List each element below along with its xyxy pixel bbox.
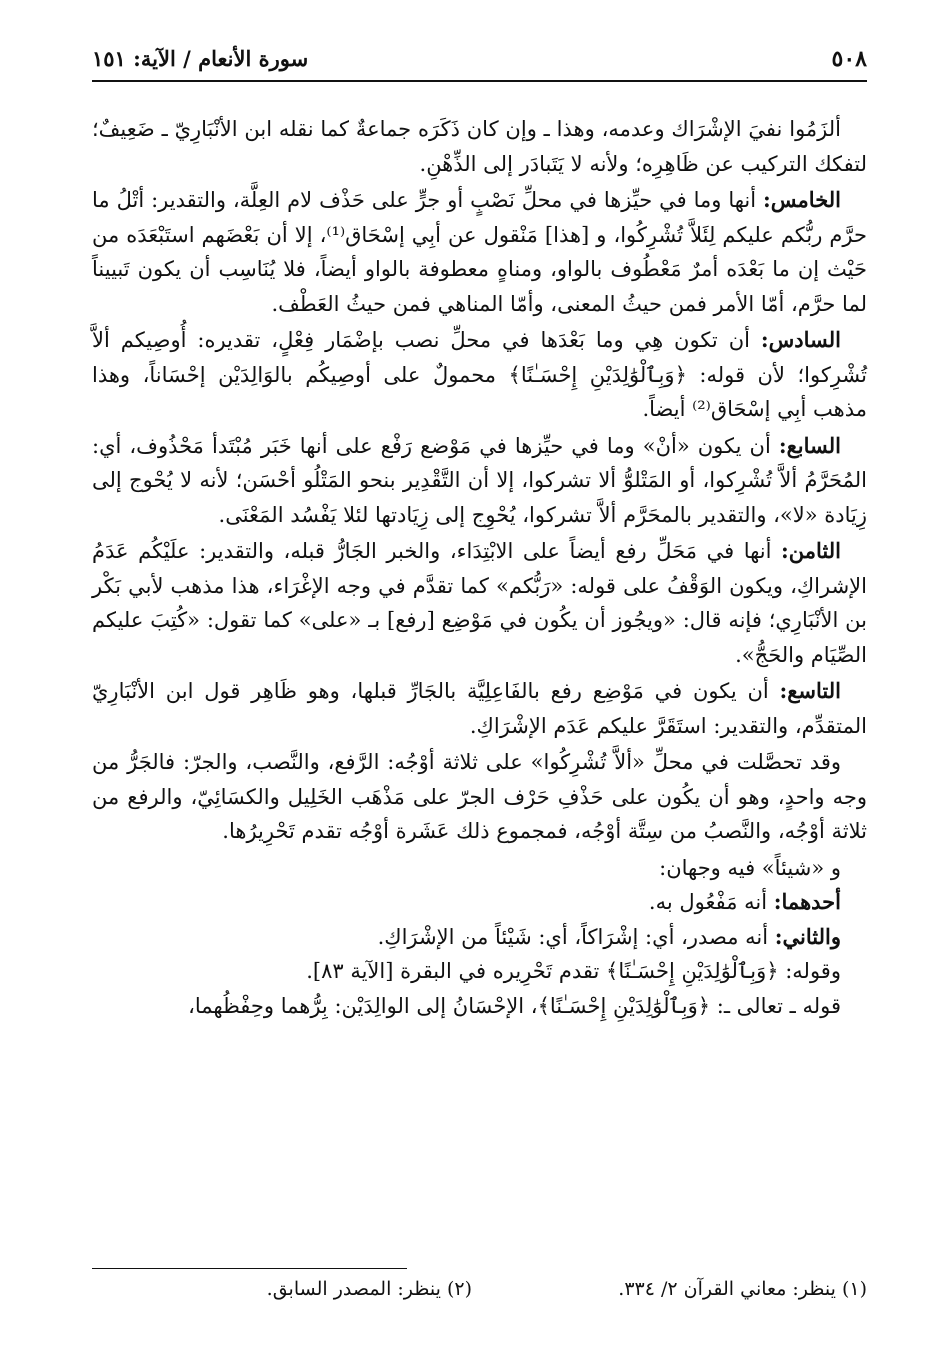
- footnote-1: (١) ينظر: معاني القرآن ٢/ ٣٣٤.: [618, 1278, 867, 1300]
- item-lead: أحدهما:: [773, 889, 841, 914]
- footnote-2: (٢) ينظر: المصدر السابق.: [266, 1278, 472, 1300]
- paragraph: ألزَمُوا نفيَ الإشْرَاك وعدمه، وهذا ـ وإن كان ذَكَرَه جماعةٌ كما نقله ابن الأنْبَارِيّ ـ ضَعِيفٌ؛ لتفكك التركيب عن ظَاهِرِه؛ ولأنه لا يَتَبادَر إلى الذِّهْنِ.: [92, 117, 867, 176]
- list-item: والثاني: أنه مصدر، أي: إشْرَاكاً، أي: شَيْئاً من الإشْرَاكِ.: [377, 923, 841, 949]
- paragraph: الثامن: أنها في مَحَلِّ رفع أيضاً على الابْتِدَاء، والخبر الجَارُّ قبله، والتقدير: علَيْكُم عَدَمُ الإشراكِ، ويكون الوَقْفُ على قوله: «رَبُّكم» كما تقدَّم في وجه الإغْرَاء، هذا مذهب لأبي بَكْر بن الأنْبَارِي؛ فإنه قال: «ويجُوز أن يكُون في مَوْضِع [رفع] بـ «على» كما تقول: «كُتِبَ عليكم الصِّيَام والحَجُّ».: [92, 538, 867, 667]
- paragraph: السابع: أن يكون «أنْ» وما في حيِّزها في مَوْضع رَفْع على أنها خَبَر مُبْتَدأ مَحْذُوف، أي: المُحَرَّمُ ألاَّ تُشْرِكوا، أو المَتْلوُّ ألا تشركوا، إلا أن التَّقْدِير بنحو المَتْلُو أحْسَن؛ لأنه لا يُحْوج إلى زِيَادة «لا»، والتقدير بالمحَرَّم ألاَّ تشركوا، يُحْوِج إلى زِيَادتها لئلا يَفْسُد المَعْنَى.: [92, 432, 867, 527]
- footnote-divider: [92, 1268, 407, 1269]
- paragraph: وقد تحصَّلت في محلِّ «ألاَّ تُشْرِكُوا» على ثلاثة أوْجُه: الرَّفع، والنَّصب، والجرّ: فالجَرُّ من وجه واحدٍ، وهو أن يكُون على حَذْفِ حَرْف الجرّ على مَذْهَب الخَلِيل والكسَائِيّ، والرفع من ثلاثة أوْجُه، والنَّصبُ من سِتَّة أوْجُه، فمجموع ذلك عَشَرة أوْجُه تقدم تَحْرِيرُها.: [92, 750, 867, 843]
- list-item: أحدهما: أنه مَفْعُول به.: [648, 889, 841, 914]
- paragraph: التاسع: أن يكون في مَوْضِع رفع بالفَاعِلِيَّة بالجَارِّ قبلها، وهو ظَاهِر قول ابن الأنْبَارِيّ المتقدِّم، والتقدير: استَقَرَّ عليكم عَدَم الإشْرَاكِ.: [92, 678, 867, 738]
- paragraph: السادس: أن تكون هِي وما بَعْدَها في محلِّ نصب بإضْمَار فِعْلٍ، تقديره: أُوصِيكم ألاَّ تُشْرِكوا؛ لأن قوله: ﴿وَبِٱلْوَٰلِدَيْنِ إِحْسَـٰنًا﴾ محمولٌ على أوصِيكُم بالوَالِدَيْن إحْسَاناً، وهذا مذهب أبِي إسْحَاق⁽²⁾ أيضاً.: [92, 327, 867, 421]
- item-lead: والثاني:: [774, 923, 841, 949]
- list-item: و «شيئاً» فيه وجهان:: [659, 855, 841, 880]
- paragraph: الخامس: أنها وما في حيِّزها في محلِّ نَصْبٍ أو جرٍّ على حَذْف لام العِلَّة، والتقدير: أتْلُ ما حرَّم ربُّكم عليكم لِئَلاَّ تُشْرِكُوا، و [هذا] مَنْقول عن أبِي إسْحَاق⁽¹⁾، إلا أن بَعْضَهم استَبْعَدَه من حَيْث إن ما بَعْدَه أمرٌ مَعْطُوف بالواو، ومناهٍ معطوفة بالواو أيضاً، فلا يُنَاسِب أن يكون تَبييناً لما حرَّم، أمّا الأمر فمن حيثُ المعنى، وأمّا المناهي فمن حيثُ العَطْف.: [92, 187, 867, 316]
- running-header: [92, 40, 867, 82]
- paragraph-lead: الخامس:: [763, 187, 841, 212]
- surah-title: سورة الأنعام / الآية: ١٥١: [92, 46, 309, 71]
- paragraph-lead: السابع:: [778, 432, 841, 458]
- page: [92, 40, 867, 1340]
- main-text: [92, 112, 867, 1023]
- list-item: وقوله: ﴿وَبِٱلْوَٰلِدَيْنِ إِحْسَـٰنًا﴾ تقدم تَحْرِيره في البقرة [الآية ٨٣].: [306, 959, 841, 983]
- paragraph-lead: التاسع:: [779, 678, 841, 703]
- list-item: قوله ـ تعالى ـ: ﴿وَبِٱلْوَٰلِدَيْنِ إِحْسَـٰنًا﴾، الإحْسَانُ إلى الوالِدَيْن: بِرُّهما وحِفْظُهما،: [188, 993, 841, 1018]
- page-number: ٥٠٨: [831, 46, 867, 72]
- paragraph-lead: الثامن:: [781, 538, 841, 563]
- paragraph-lead: السادس:: [760, 327, 841, 352]
